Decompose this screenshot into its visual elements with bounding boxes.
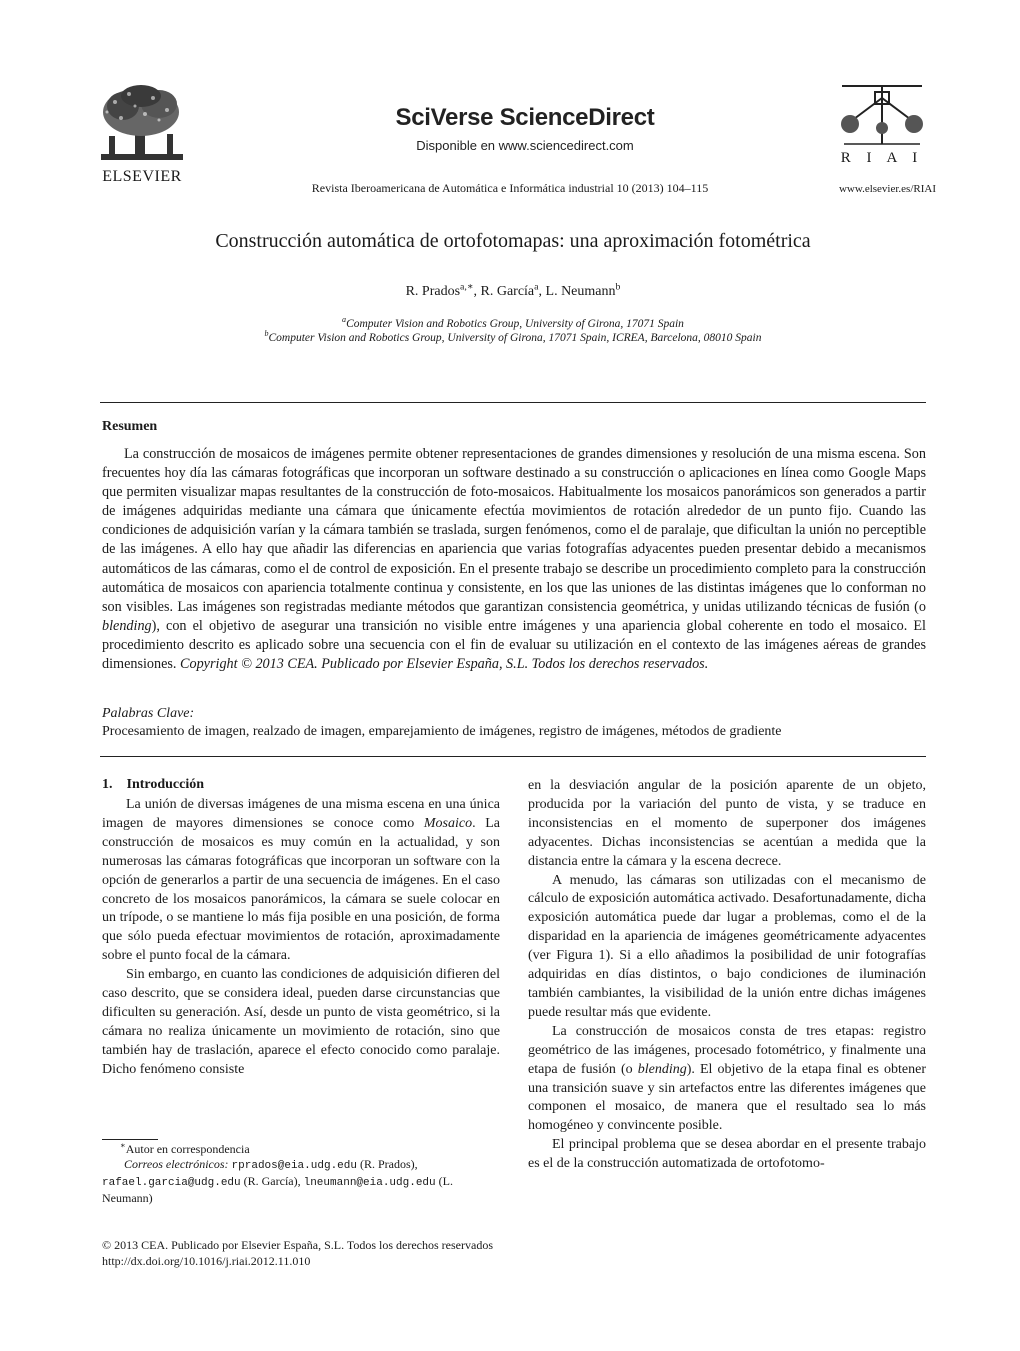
email-owner: (R. García),: [240, 1174, 304, 1188]
body-text: La construcción de mosaicos consta de tres etapas: registro geométrico de las imágenes, procesado fotométrico, y finalmente una etapa de fusión (o: [528, 1023, 926, 1077]
abstract-text: ), con el objetivo de asegurar una transición no visible entre imágenes y una apariencia global coherente en todo el mosaico. El procedimiento descrito es aplicado sobre una secuencia con el fin de evaluar su utilización en el contexto de las imágenes aéreas de grandes dimensiones.: [102, 617, 926, 673]
copyright-footer: [102, 1237, 702, 1269]
author-separator: ,: [473, 284, 481, 299]
abstract-body: [102, 445, 926, 674]
affiliation-text: Computer Vision and Robotics Group, University of Girona, 17071 Spain, ICREA, Barcelona, 08010 Spain: [268, 332, 762, 344]
author-name: L. Neumann: [545, 284, 616, 299]
author-affiliation-mark: b: [615, 281, 621, 293]
footnote-text: Autor en correspondencia: [125, 1142, 250, 1156]
affiliation-mark: a: [342, 315, 347, 325]
section-heading: [102, 777, 204, 793]
email-link[interactable]: lneumann@eia.udg.edu: [303, 1177, 436, 1189]
footnote-mark: ∗: [120, 1141, 126, 1150]
affiliation-b: [100, 329, 926, 344]
author-name: R. Prados: [405, 284, 461, 299]
affiliation-text: Computer Vision and Robotics Group, University of Girona, 17071 Spain: [346, 318, 684, 330]
email-owner: (R. Prados),: [356, 1157, 418, 1171]
body-emphasis: blending: [637, 1061, 687, 1077]
author-name: R. García: [480, 284, 535, 299]
sciencedirect-brand: SciVerse ScienceDirect: [395, 104, 655, 131]
journal-reference: Revista Iberoamericana de Automática e Informática industrial 10 (2013) 104–115: [311, 181, 709, 195]
emails-label: Correos electrónicos:: [124, 1157, 229, 1171]
author-affiliation-mark: a: [534, 281, 539, 293]
section-number: 1.: [102, 777, 113, 792]
abstract-text: La construcción de mosaicos de imágenes permite obtener representaciones de grandes dimensiones y resolución de una misma escena. Son frecuentes hoy día las cámaras fotográficas que incorporan un software destinado a su construcción o aplicaciones en línea como Google Maps que permiten visualizar mapas resultantes de la construcción de foto-mosaicos. Habitualmente los mosaicos panorámicos son generados a partir de imágenes adquiridas mediante una cámara que únicamente efectúa movimientos de rotación alrededor de un punto fijo. Cuando las condiciones de adquisición varían y la cámara también se traslada, surgen fenómenos, como el de paralaje, que dificultan la unión no perceptible de las imágenes. A ello hay que añadir las diferencias en apariencia que varias fotografías adyacentes pueden presentar debido a mecanismos automáticos de las cámaras, como el de control de exposición. En el presente trabajo se describe un procedimiento completo para la construcción automática de mosaicos con apariencia totalmente continua y consistente, en los que las uniones de las distintas imágenes que lo conforman no son visibles. Las imágenes son registradas mediante métodos que garantizan consistencia geométrica, y unidas utilizando técnicas de fusión (o: [102, 446, 926, 615]
email-list: [102, 1157, 500, 1206]
right-column: [528, 777, 926, 1174]
riai-emblem-icon: [838, 84, 926, 148]
society-name: R I A I: [840, 150, 924, 166]
body-paragraph: El principal problema que se desea abordar en el presente trabajo es el de la construcción automatizada de ortofotomo-: [528, 1137, 926, 1172]
corresponding-author-note: [102, 1142, 500, 1157]
body-paragraph: [528, 1023, 926, 1136]
abstract-heading: Resumen: [102, 419, 158, 434]
body-paragraph: en la desviación angular de la posición aparente de un objeto, producida por la variación del punto de vista, y se traduce en inconsistencias en el momento de superponer dos imágenes adyacentes. Dichas inconsistencias se acentúan a medida que la distancia entre la cámara y la escena decrece.: [528, 778, 926, 869]
author-affiliation-mark: a,∗: [460, 281, 474, 293]
section-title: Introducción: [126, 777, 205, 792]
email-link[interactable]: rprados@eia.udg.edu: [231, 1160, 357, 1172]
keywords-label: Palabras Clave:: [102, 706, 195, 721]
author-list: [100, 281, 926, 300]
footnote: [102, 1142, 500, 1206]
left-column: [102, 796, 500, 1080]
abstract-copyright: Copyright © 2013 CEA. Publicado por Elsevier España, S.L. Todos los derechos reservados.: [180, 656, 709, 673]
body-text: ). El objetivo de la etapa final es obtener una transición suave y sin artefactos entre las diferentes imágenes que componen el mosaico, de manera que el resultado sea lo más homogéneo y convincente posible.: [528, 1061, 926, 1134]
email-owner: (L. Neumann): [102, 1174, 453, 1205]
footnote-divider: [102, 1139, 158, 1140]
author-separator: ,: [538, 284, 546, 299]
copyright-line: © 2013 CEA. Publicado por Elsevier España, S.L. Todos los derechos reservados: [102, 1238, 493, 1252]
body-paragraph: Sin embargo, en cuanto las condiciones de adquisición difieren del caso descrito, que se considera ideal, pueden darse circunstancias que dificulten su generación. Así, desde un punto de vista geométrico, si la cámara no realiza únicamente un movimiento de rotación, sino que también hay de traslación, aparece el efecto conocido como paralaje. Dicho fenómeno consiste: [102, 967, 500, 1077]
publisher-name: ELSEVIER: [102, 168, 182, 185]
email-link[interactable]: rafael.garcia@udg.edu: [102, 1177, 241, 1189]
doi-link[interactable]: http://dx.doi.org/10.1016/j.riai.2012.11.010: [102, 1254, 311, 1268]
body-text: . La construcción de mosaicos es muy común en la actualidad, y son numerosas las cámaras fotográficas que incorporan un software con la opción de generarlos a partir de una secuencia de imágenes. En el caso concreto de los mosaicos panorámicos, la cámara se suele colocar en un trípode, o se mantiene lo más fija posible en una posición, de forma que sólo pueda efectuar movimientos de rotación, aproximadamente sobre el punto focal de la cámara.: [102, 815, 501, 964]
elsevier-tree-logo: [95, 84, 189, 184]
society-url[interactable]: www.elsevier.es/RIAI: [838, 183, 936, 195]
article-title: Construcción automática de ortofotomapas: una aproximación fotométrica: [215, 230, 811, 252]
body-text: La unión de diversas imágenes de una misma escena en una única imagen de mayores dimensiones se conoce como: [102, 797, 500, 831]
body-paragraph: A menudo, las cámaras son utilizadas con el mecanismo de cálculo de exposición automática activado. Desafortunadamente, dicha exposición automática puede dar lugar a problemas, como el de la disparidad en la apariencia de imágenes geométricamente adyacentes (ver Figura 1). Si a ello añadimos la posibilidad de unir fotografías adquiridas en días distintos, o bajo condiciones de iluminación también cambiantes, la visibilidad de la unión entre dichas imágenes puede resultar más que evidente.: [528, 872, 926, 1020]
keywords-list: Procesamiento de imagen, realzado de imagen, emparejamiento de imágenes, registro de imágenes, métodos de gradiente: [102, 724, 782, 739]
affiliation-mark: b: [264, 329, 269, 339]
affiliation-a: [100, 315, 926, 330]
top-divider: [100, 402, 926, 403]
body-emphasis: Mosaico: [423, 815, 473, 831]
tree-icon: [95, 84, 189, 164]
sciencedirect-availability: Disponible en www.sciencedirect.com: [416, 138, 634, 153]
abstract-emphasis: blending: [102, 617, 152, 634]
body-paragraph: [102, 796, 500, 966]
abstract-divider: [100, 756, 926, 757]
